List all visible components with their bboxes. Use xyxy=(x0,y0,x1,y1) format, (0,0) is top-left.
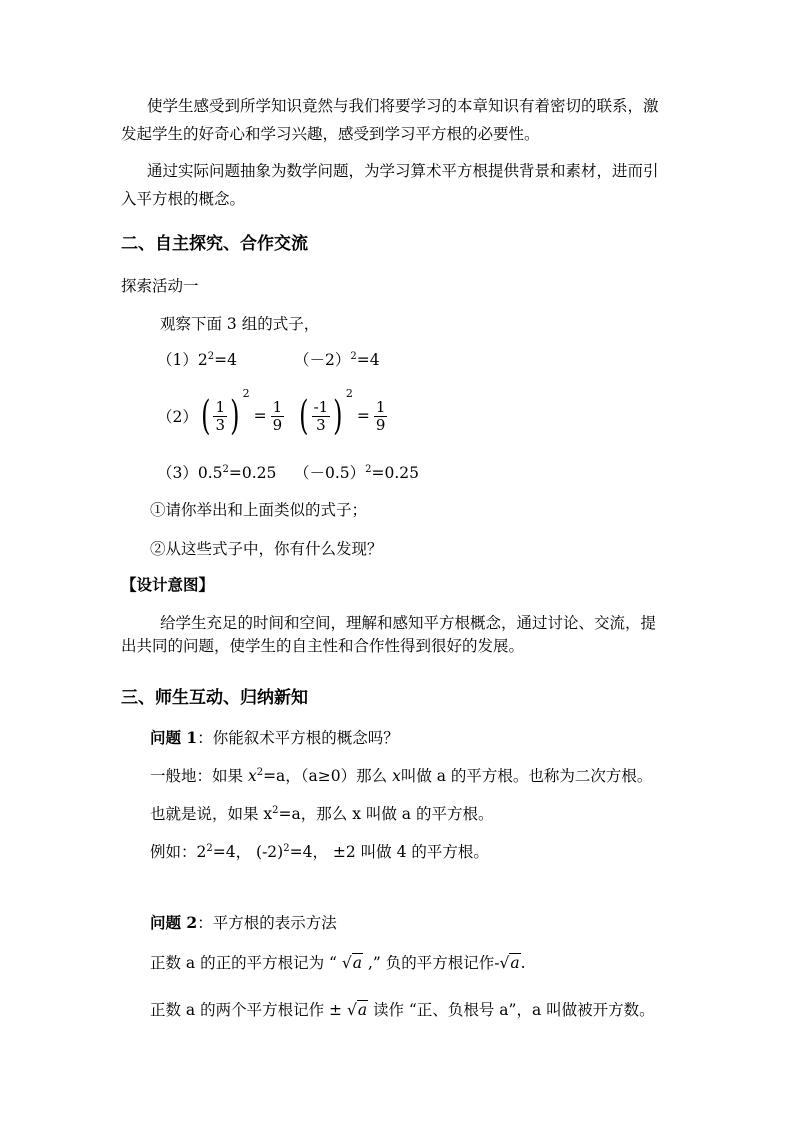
fraction-one-ninth: $\frac{1}{9}$ xyxy=(272,397,283,434)
fraction-one-ninth-right: $\frac{1}{9}$ xyxy=(375,397,386,434)
positive-root-notation: 正数 a 的正的平方根记为 “ √a ,” 负的平方根记作-√a. xyxy=(150,954,526,972)
activity-label: 探索活动一 xyxy=(121,277,199,295)
question-2: ②从这些式子中，你有什么发现？ xyxy=(150,540,383,558)
equation-row-3-right: $(-0.5)^2=0.25$ xyxy=(294,464,420,482)
equation-row-1-left: $(1)2^2=4$ xyxy=(157,351,237,369)
question-1: ①请你举出和上面类似的式子； xyxy=(150,501,368,519)
intro-line-3: 通过实际问题抽象为数学问题，为学习算术平方根提供背景和素材，进而引 xyxy=(147,162,659,180)
design-line-1: 给学生充足的时间和空间，理解和感知平方根概念，通过讨论、交流，提 xyxy=(160,614,657,632)
sqrt-a: √a xyxy=(341,954,363,972)
fraction-one-third: $\frac{1}{3}$ xyxy=(215,397,226,434)
sqrt-a-plusminus: √a xyxy=(346,1001,368,1019)
equation-row-1-right: $(-2)^2=4$ xyxy=(294,351,380,369)
intro-line-1: 使学生感受到所学知识竟然与我们将要学习的本章知识有着密切的联系，激 xyxy=(147,97,659,115)
two-roots-notation: 正数 a 的两个平方根记作 ± √a 读作 “正、负根号 a”，a 叫做被开方数。 xyxy=(150,1001,655,1019)
section2-heading: 二、自主探究、合作交流 xyxy=(121,234,308,254)
problem-1: 问题 1：你能叙术平方根的概念吗？ xyxy=(150,728,399,747)
problem-2: 问题 2：平方根的表示方法 xyxy=(150,913,337,932)
sqrt-a-negative: √a xyxy=(499,954,520,972)
equation-row-2-left: （2） ( $\frac{1}{3}$ ) 2 = $\frac{1}{9}$ xyxy=(157,387,283,439)
design-line-2: 出共同的问题，使学生的自主性和合作性得到很好的发展。 xyxy=(121,637,525,655)
equation-row-2-right: ( $\frac{-1}{3}$ ) 2 = $\frac{1}{9}$ xyxy=(299,387,386,439)
definition-general: 一般地：如果 $x^2=a$，（a≥0）那么 x叫做 a 的平方根。也称为二次方根。 xyxy=(150,767,653,785)
fraction-neg-one-third: $\frac{-1}{3}$ xyxy=(313,397,329,434)
intro-line-2: 发起学生的好奇心和学习兴趣，感受到学习平方根的必要性。 xyxy=(121,125,540,143)
equation-row-3-left: $(3)0.5^2=0.25$ xyxy=(157,464,277,482)
definition-restated: 也就是说，如果 $x^2=a$，那么 x 叫做 a 的平方根。 xyxy=(150,805,494,823)
section3-heading: 三、师生互动、归纳新知 xyxy=(121,688,308,708)
example-line: 例如：$2^2=4$， $(-2)^2=4$， ±2 叫做 4 的平方根。 xyxy=(150,843,489,861)
design-heading: 【设计意图】 xyxy=(121,575,215,594)
intro-line-4: 入平方根的概念。 xyxy=(121,190,246,208)
observe-text: 观察下面 3 组的式子， xyxy=(160,315,320,333)
